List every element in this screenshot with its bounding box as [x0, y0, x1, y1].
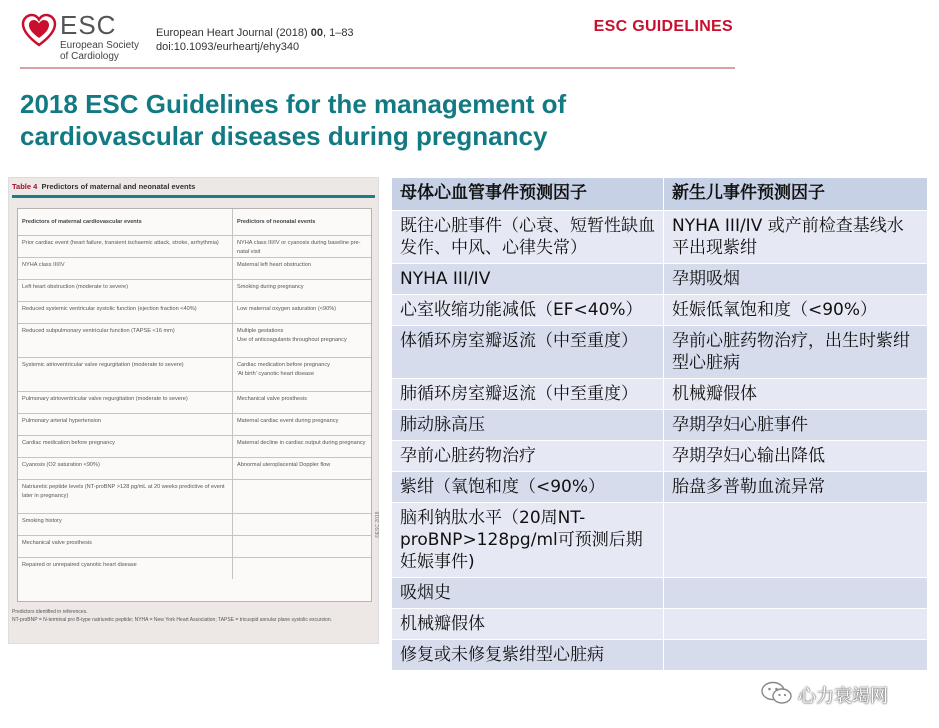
source-table-row	[18, 535, 371, 557]
logo-society-line2: of Cardiology	[60, 51, 119, 62]
logo-society-line1: European Society	[60, 40, 139, 51]
predictors-row	[392, 640, 928, 671]
source-cell-neonatal: Multiple gestations Use of anticoagulants throughout pregnancy	[237, 328, 347, 343]
source-table-row	[18, 357, 371, 391]
maternal-predictor-cell: 心室收缩功能减低（EF<40%）	[392, 295, 664, 326]
journal-citation	[156, 26, 416, 54]
footnote-line2: NT-proBNP = N-terminal pro B-type natriuretic peptide; NYHA = New York Heart Association; TAPSE = tricuspid annular plane systolic excursion.	[12, 617, 333, 623]
maternal-predictor-cell: 体循环房室瓣返流（中至重度）	[392, 326, 664, 379]
neonatal-predictor-cell: NYHA III/IV 或产前检查基线水平出现紫绀	[664, 211, 928, 264]
source-table-copyright: ©ESC 2018	[375, 511, 381, 538]
predictors-row	[392, 609, 928, 640]
source-table-grid	[17, 208, 372, 602]
source-table-name: Predictors of maternal and neonatal events	[41, 182, 196, 191]
source-cell-maternal: Systemic atrioventricular valve regurgitation (moderate to severe)	[18, 358, 233, 391]
predictors-row	[392, 578, 928, 609]
source-cell-neonatal	[233, 558, 371, 579]
source-table-row	[18, 235, 371, 257]
maternal-predictor-cell: 机械瓣假体	[392, 609, 664, 640]
neonatal-predictor-cell: 孕期孕妇心输出降低	[664, 441, 928, 472]
source-table-row	[18, 457, 371, 479]
source-cell-maternal: Cyanosis (O2 saturation <90%)	[18, 458, 233, 479]
maternal-predictor-cell: 修复或未修复紫绀型心脏病	[392, 640, 664, 671]
predictors-row	[392, 441, 928, 472]
source-table-footnote	[12, 608, 374, 624]
neonatal-predictor-cell: 机械瓣假体	[664, 379, 928, 410]
logo-society-text	[60, 40, 170, 62]
journal-doi: doi:10.1093/eurheartj/ehy340	[156, 41, 300, 53]
maternal-predictor-cell: 紫绀（氧饱和度（<90%）	[392, 472, 664, 503]
source-table-header-row	[18, 209, 371, 235]
maternal-predictor-cell: 孕前心脏药物治疗	[392, 441, 664, 472]
maternal-predictor-cell: 吸烟史	[392, 578, 664, 609]
source-cell-neonatal: Mechanical valve prosthesis	[237, 396, 307, 402]
source-table-row	[18, 257, 371, 279]
neonatal-predictor-cell	[664, 578, 928, 609]
source-cell-maternal: Reduced systemic ventricular systolic function (ejection fraction <40%)	[18, 302, 233, 323]
source-table-row	[18, 557, 371, 579]
source-cell-maternal: Cardiac medication before pregnancy	[18, 436, 233, 457]
predictors-header-row	[392, 178, 928, 211]
predictors-row	[392, 295, 928, 326]
title-line2: cardiovascular diseases during pregnancy	[20, 121, 548, 151]
source-cell-maternal: Pulmonary arterial hypertension	[18, 414, 233, 435]
source-table-row	[18, 323, 371, 357]
source-cell-neonatal: Smoking during pregnancy	[237, 284, 304, 290]
wechat-icon	[760, 680, 794, 706]
source-cell-neonatal: Maternal decline in cardiac output during pregnancy	[237, 440, 366, 446]
source-cell-maternal: NYHA class III/IV	[18, 258, 233, 279]
source-cell-maternal: Repaired or unrepaired cyanotic heart disease	[18, 558, 233, 579]
source-cell-maternal: Natriuretic peptide levels (NT-proBNP >128 pg/mL at 20 weeks predictive of event later in pregnancy)	[18, 480, 233, 513]
journal-pages: , 1–83	[322, 27, 354, 39]
neonatal-predictor-cell: 孕期吸烟	[664, 264, 928, 295]
source-table-row	[18, 391, 371, 413]
footnote-line1: Predictors identified in references.	[12, 609, 88, 615]
neonatal-predictor-cell: 妊娠低氧饱和度（<90%）	[664, 295, 928, 326]
predictors-row	[392, 211, 928, 264]
source-cell-maternal: Mechanical valve prosthesis	[18, 536, 233, 557]
source-cell-maternal: Prior cardiac event (heart failure, transient ischaemic attack, stroke, arrhythmia)	[18, 236, 233, 257]
predictors-row	[392, 472, 928, 503]
maternal-predictor-cell: NYHA III/IV	[392, 264, 664, 295]
maternal-predictor-cell: 肺循环房室瓣返流（中至重度）	[392, 379, 664, 410]
maternal-predictor-cell: 脑利钠肽水平（20周NT-proBNP>128pg/ml可预测后期妊娠事件)	[392, 503, 664, 578]
source-table-label: Table 4	[12, 182, 38, 191]
source-cell-maternal: Left heart obstruction (moderate to severe)	[18, 280, 233, 301]
source-table-row	[18, 413, 371, 435]
header	[20, 8, 735, 70]
source-cell-neonatal: Cardiac medication before pregnancy 'At birth' cyanotic heart disease	[237, 362, 330, 377]
source-table-caption	[12, 182, 195, 191]
logo-esc-text: ESC	[60, 10, 117, 40]
neonatal-predictor-cell: 孕前心脏药物治疗，出生时紫绀型心脏病	[664, 326, 928, 379]
source-table-row	[18, 479, 371, 513]
watermark	[760, 678, 930, 708]
source-table-image	[8, 177, 379, 644]
neonatal-predictor-cell: 胎盘多普勒血流异常	[664, 472, 928, 503]
source-table-row	[18, 435, 371, 457]
source-cell-neonatal: Low maternal oxygen saturation (<90%)	[237, 306, 337, 312]
source-cell-neonatal: Abnormal uteroplacental Doppler flow	[237, 462, 331, 468]
journal-prefix: European Heart Journal (2018)	[156, 27, 311, 39]
predictors-row	[392, 379, 928, 410]
page-title	[20, 88, 740, 152]
source-cell-neonatal: Maternal cardiac event during pregnancy	[237, 418, 339, 424]
predictors-body	[392, 211, 928, 671]
heart-logo-icon	[22, 14, 56, 48]
source-table-row	[18, 279, 371, 301]
source-header-neonatal: Predictors of neonatal events	[237, 219, 316, 225]
source-table-row	[18, 513, 371, 535]
header-divider	[20, 67, 735, 69]
watermark-text: 心力衰竭网	[798, 686, 888, 707]
header-maternal: 母体心血管事件预测因子	[392, 178, 664, 211]
maternal-predictor-cell: 既往心脏事件（心衰、短暂性缺血发作、中风、心律失常）	[392, 211, 664, 264]
source-cell-maternal: Smoking history	[18, 514, 233, 535]
source-header-maternal: Predictors of maternal cardiovascular events	[18, 209, 233, 235]
source-cell-neonatal: NYHA class III/IV or cyanosis during baseline pre-natal visit	[237, 240, 361, 255]
neonatal-predictor-cell	[664, 609, 928, 640]
predictors-table	[391, 177, 928, 671]
predictors-row	[392, 326, 928, 379]
esc-logo	[20, 10, 170, 66]
source-cell-neonatal	[233, 514, 371, 535]
journal-volume: 00	[310, 27, 323, 39]
header-neonatal: 新生儿事件预测因子	[664, 178, 928, 211]
journal-line	[156, 26, 416, 40]
source-cell-maternal: Reduced subpulmonary ventricular function (TAPSE <16 mm)	[18, 324, 233, 357]
neonatal-predictor-cell: 孕期孕妇心脏事件	[664, 410, 928, 441]
source-cell-neonatal	[233, 480, 371, 513]
predictors-row	[392, 503, 928, 578]
predictors-row	[392, 264, 928, 295]
source-cell-neonatal	[233, 536, 371, 557]
predictors-row	[392, 410, 928, 441]
neonatal-predictor-cell	[664, 503, 928, 578]
title-line1: 2018 ESC Guidelines for the management of	[20, 89, 567, 119]
guidelines-tag: ESC GUIDELINES	[593, 18, 733, 35]
source-table-topbar	[12, 195, 375, 198]
neonatal-predictor-cell	[664, 640, 928, 671]
maternal-predictor-cell: 肺动脉高压	[392, 410, 664, 441]
source-cell-maternal: Pulmonary atrioventricular valve regurgitation (moderate to severe)	[18, 392, 233, 413]
source-table-row	[18, 301, 371, 323]
source-cell-neonatal: Maternal left heart obstruction	[237, 262, 311, 268]
